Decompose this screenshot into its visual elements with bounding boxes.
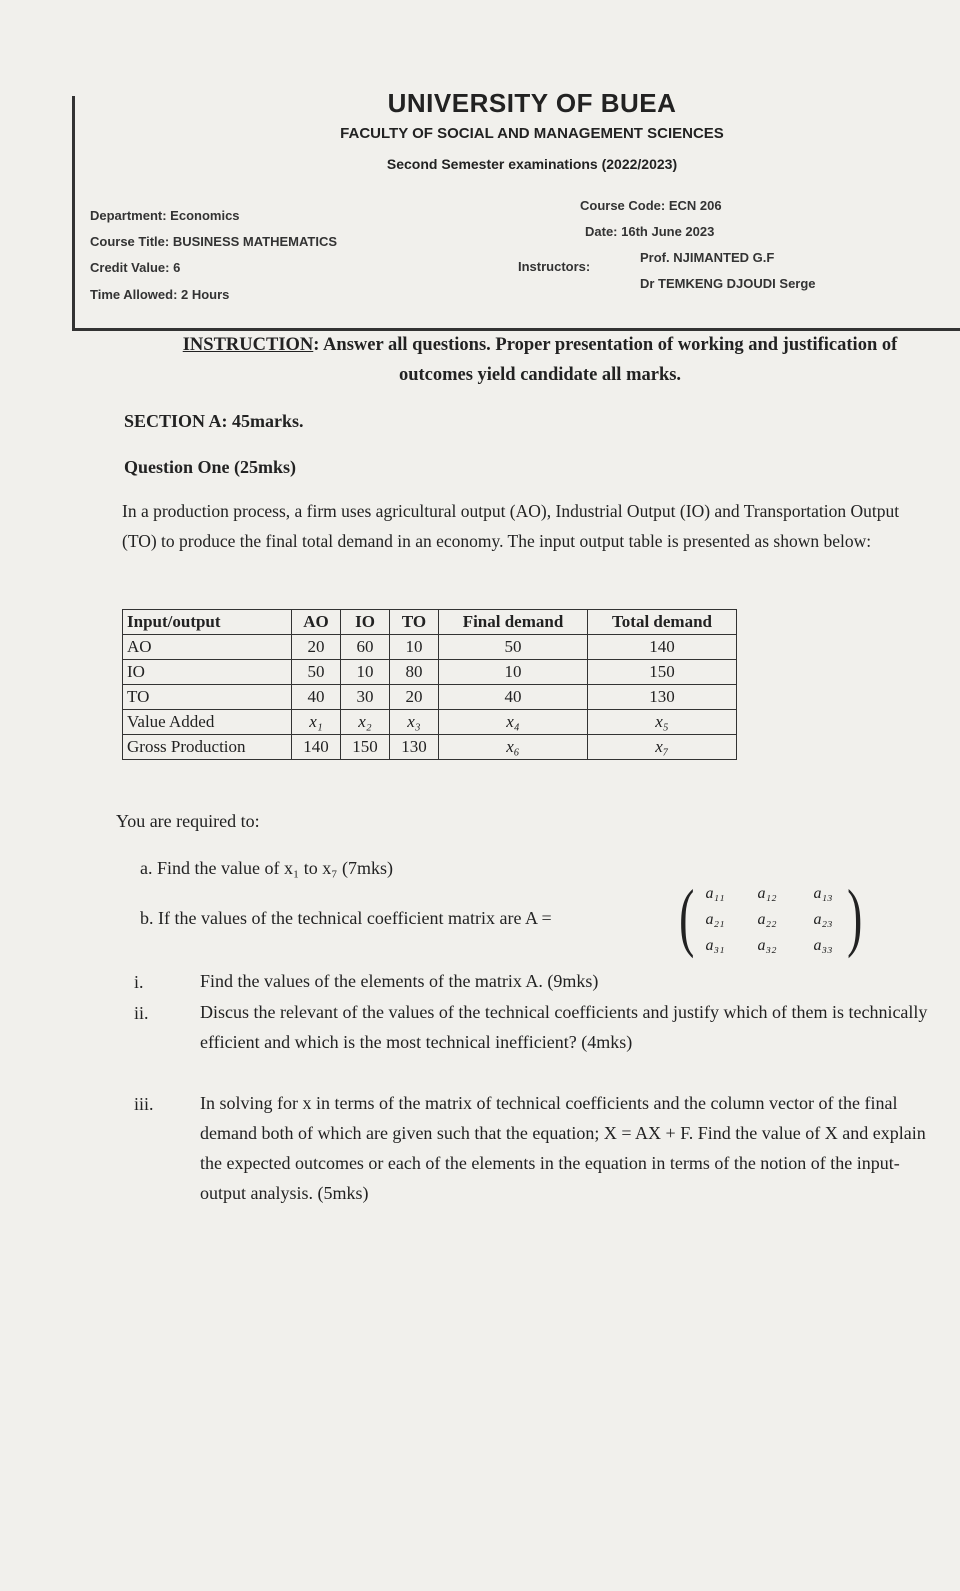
table-cell: AO	[123, 635, 292, 660]
sub-i-number: i.	[134, 972, 144, 992]
table-cell: 20	[390, 685, 439, 710]
sub-i-text: Find the values of the elements of the matrix A. (9mks)	[200, 971, 599, 991]
table-cell: 10	[390, 635, 439, 660]
instructor-2: Dr TEMKENG DJOUDI Serge	[640, 276, 816, 291]
course-title: Course Title: BUSINESS MATHEMATICS	[90, 234, 338, 249]
matrix-element: a₂₃	[813, 911, 833, 928]
instructor-1: Prof. NJIMANTED G.F	[640, 250, 775, 265]
table-cell: 10	[439, 660, 588, 685]
table-header: Final demand	[439, 610, 588, 635]
sub-ii-text: Discus the relevant of the values of the technical coefficients and justify which of them is technically efficient and which is the most technical inefficient? (4mks)	[200, 1002, 928, 1052]
matrix-element: a₃₂	[757, 937, 777, 954]
table-cell: 20	[292, 635, 341, 660]
table-cell: 60	[341, 635, 390, 660]
instructors-label: Instructors:	[518, 259, 591, 274]
matrix-element: a₂₁	[705, 911, 725, 928]
matrix-element: a₁₂	[757, 885, 777, 902]
table-cell: 30	[341, 685, 390, 710]
part-b: b. If the values of the technical coefficient matrix are A =	[140, 908, 552, 928]
table-header: TO	[390, 610, 439, 635]
instruction-label: INSTRUCTION	[182, 335, 314, 355]
table-row	[123, 685, 737, 710]
table-cell: x₇	[588, 735, 737, 760]
instruction-text: : Answer all questions. Proper presentation of working and justification of outcomes yield candidate all marks.	[313, 335, 898, 385]
table-row	[123, 660, 737, 685]
table-cell: x₃	[390, 710, 439, 735]
table-header: Input/output	[123, 610, 292, 635]
table-cell: 40	[292, 685, 341, 710]
university-name: UNIVERSITY OF BUEA	[387, 88, 677, 118]
coefficient-matrix	[678, 875, 863, 963]
table-header: Total demand	[588, 610, 737, 635]
course-code: Course Code: ECN 206	[580, 198, 722, 213]
question-intro: In a production process, a firm uses agricultural output (AO), Industrial Output (IO) and Transportation Output (TO) to produce the final total demand in an economy. The input output table is presented as shown below:	[122, 501, 900, 551]
table-cell: x₁	[292, 710, 341, 735]
sub-iii-number: iii.	[134, 1094, 154, 1114]
matrix-element: a₃₃	[813, 937, 833, 954]
matrix-element: a₁₃	[813, 885, 833, 902]
table-cell: 10	[341, 660, 390, 685]
table-cell: 150	[588, 660, 737, 685]
table-header-row	[123, 610, 737, 635]
input-output-table	[122, 609, 737, 760]
table-cell: 130	[390, 735, 439, 760]
part-a: a. Find the value of x₁ to x₇ (7mks)	[140, 858, 394, 878]
table-cell: Value Added	[123, 710, 292, 735]
section-a-title: SECTION A: 45marks.	[124, 411, 304, 431]
exam-date: Date: 16th June 2023	[585, 224, 715, 239]
table-cell: IO	[123, 660, 292, 685]
table-cell: 140	[292, 735, 341, 760]
table-header: AO	[292, 610, 341, 635]
table-cell: Gross Production	[123, 735, 292, 760]
table-cell: 50	[292, 660, 341, 685]
department: Department: Economics	[90, 208, 240, 223]
table-cell: 50	[439, 635, 588, 660]
time-allowed: Time Allowed: 2 Hours	[90, 287, 230, 302]
matrix-right-paren: )	[847, 875, 863, 959]
table-row	[123, 710, 737, 735]
instruction	[170, 330, 910, 390]
table-cell: x₅	[588, 710, 737, 735]
table-cell: 130	[588, 685, 737, 710]
table-cell: 150	[341, 735, 390, 760]
matrix-left-paren: (	[679, 875, 695, 959]
table-cell: 80	[390, 660, 439, 685]
sub-ii-number: ii.	[134, 1003, 149, 1023]
table-header: IO	[341, 610, 390, 635]
credit-value: Credit Value: 6	[90, 260, 181, 275]
required-label: You are required to:	[116, 811, 260, 831]
table-cell: x₂	[341, 710, 390, 735]
table-cell: x₄	[439, 710, 588, 735]
table-cell: x₆	[439, 735, 588, 760]
question-one-title: Question One (25mks)	[124, 457, 297, 477]
table-row	[123, 635, 737, 660]
table-row	[123, 735, 737, 760]
sub-iii-text: In solving for x in terms of the matrix of technical coefficients and the column vector of the final demand both of which are given such that the equation; X = AX + F. Find the value of X and explain the expected outcomes or each of the elements in the equation in terms of the notion of the input-output analysis. (5mks)	[200, 1093, 926, 1203]
faculty-name: FACULTY OF SOCIAL AND MANAGEMENT SCIENCES	[340, 125, 724, 142]
table-cell: 140	[588, 635, 737, 660]
semester-title: Second Semester examinations (2022/2023)	[386, 156, 678, 172]
matrix-element: a₂₂	[757, 911, 777, 928]
matrix-element: a₁₁	[705, 885, 725, 902]
table-cell: TO	[123, 685, 292, 710]
matrix-element: a₃₁	[705, 937, 725, 954]
table-cell: 40	[439, 685, 588, 710]
